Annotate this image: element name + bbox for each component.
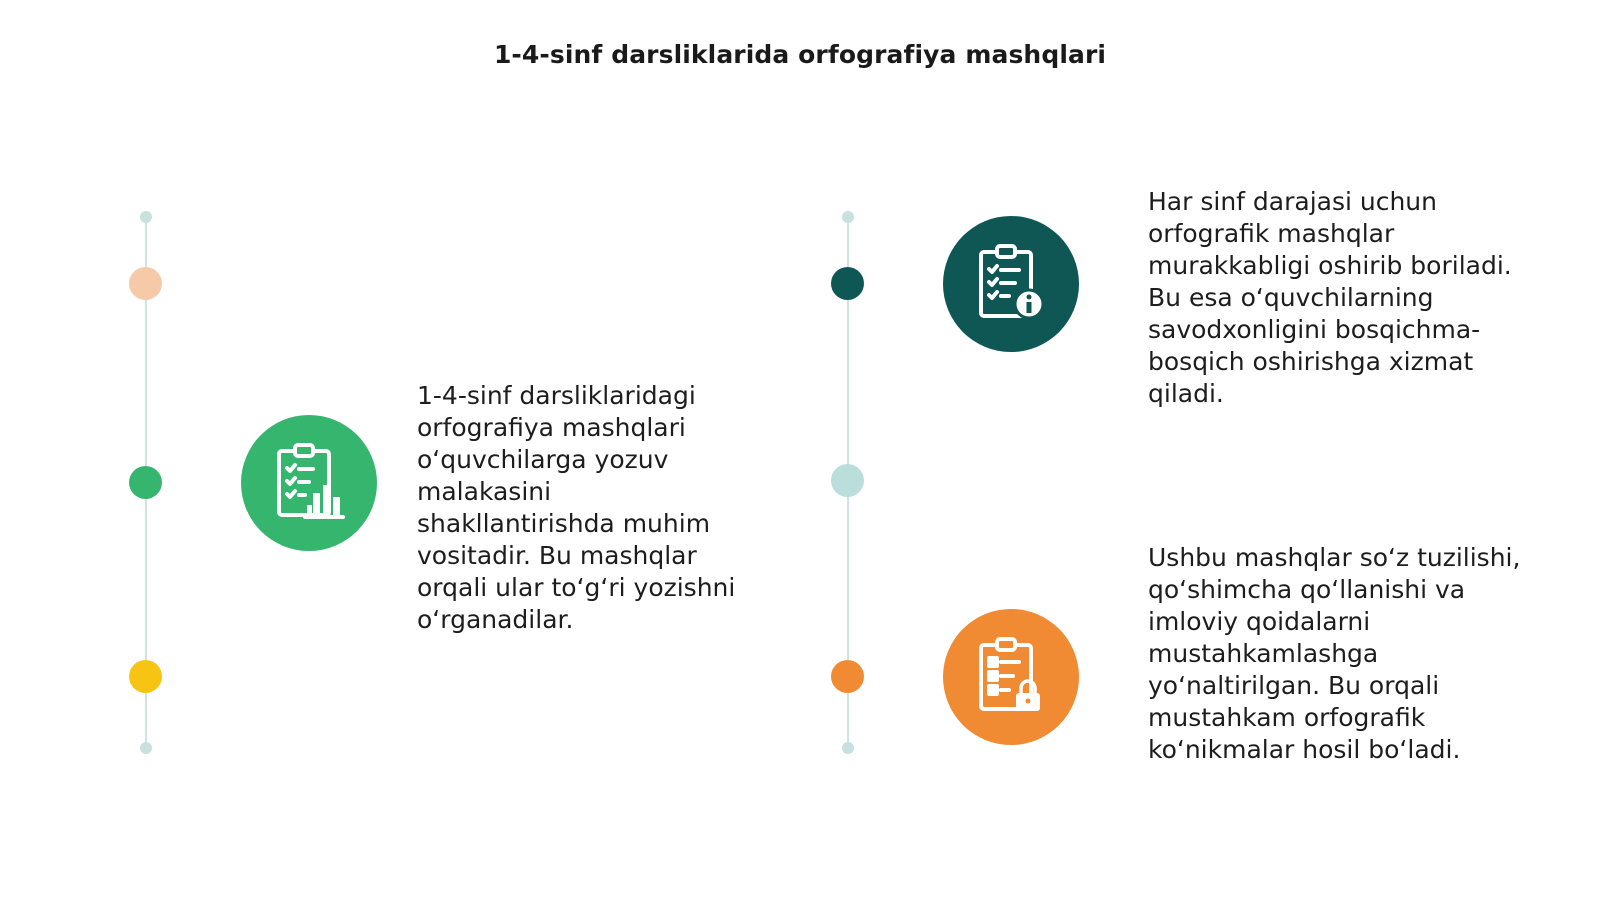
- right-timeline-start-dot: [842, 211, 854, 223]
- right-timeline-orange-dot: [831, 660, 864, 693]
- right-timeline-dark-teal-dot: [831, 267, 864, 300]
- item-2-icon-circle: [943, 216, 1079, 352]
- right-timeline-pale-teal-dot: [831, 464, 864, 497]
- left-timeline-start-dot: [140, 211, 152, 223]
- clipboard-info-icon: [975, 242, 1047, 326]
- item-1-text: 1-4-sinf darsliklaridagi orfografiya mashqlari o‘quvchilarga yozuv malakasini shakllantirishda muhim vositadir. Bu mashqlar orqali ular to‘g‘ri yozishni o‘rganadilar.: [417, 381, 736, 634]
- clipboard-chart-icon: [273, 441, 345, 525]
- item-1-icon-circle: [241, 415, 377, 551]
- left-timeline-green-dot: [129, 466, 162, 499]
- left-timeline-yellow-dot: [129, 660, 162, 693]
- item-3-icon-circle: [943, 609, 1079, 745]
- item-2-text: Har sinf darajasi uchun orfografik mashqlar murakkabligi oshirib boriladi. Bu esa o‘quvchilarning savodxonligini bosqichma-bosqich oshirishga xizmat qiladi.: [1148, 187, 1512, 408]
- page-title: 1-4-sinf darsliklarida orfografiya mashqlari: [493, 40, 1107, 69]
- left-timeline-end-dot: [140, 742, 152, 754]
- item-3-text: Ushbu mashqlar so‘z tuzilishi, qo‘shimcha qo‘llanishi va imloviy qoidalarni mustahkamlashga yo‘naltirilgan. Bu orqali mustahkam orfografik ko‘nikmalar hosil bo‘ladi.: [1148, 543, 1521, 764]
- right-timeline-end-dot: [842, 742, 854, 754]
- left-timeline-peach-dot: [129, 267, 162, 300]
- clipboard-lock-icon: [975, 635, 1047, 719]
